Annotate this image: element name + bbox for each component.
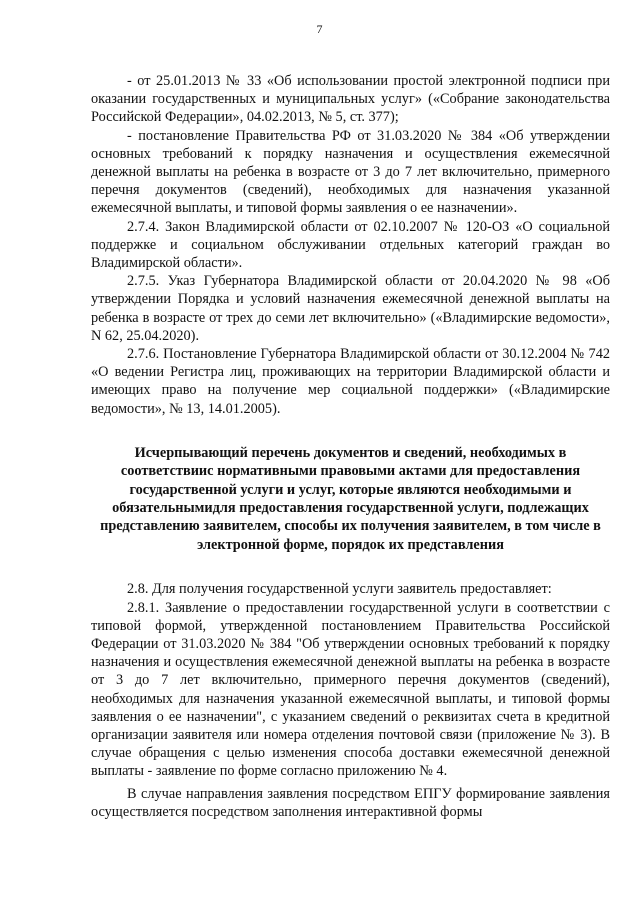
paragraph-law-33: - от 25.01.2013 № 33 «Об использовании простой электронной подписи при оказании государственных и муниципальных услуг» («Собрание законодательства Российской Федерации», 04.02.2013, № 5, ст. 377);	[91, 73, 610, 126]
paragraph-2-8-1: 2.8.1. Заявление о предоставлении государственной услуги в соответствии с типовой формой, утвержденной постановлением Правительства Российской Федерации от 31.03.2020 № 384 "Об утверждении основных требований к порядку назначения и осуществления ежемесячной денежной выплаты на ребенка в возрасте от 3 до 7 лет включительно, примерного перечня документов (сведений), необходимых для назначения указанной ежемесячной выплаты, и типовой формы заявления о ее назначении", с указанием сведений о реквизитах счета в кредитной организации заявителя или номера отделения почтовой связи (приложение № 3). В случае обращения с целью изменения способа доставки ежемесячной денежной выплаты - заявление по форме согласно приложению № 4.	[91, 599, 610, 780]
page-number: 7	[316, 22, 323, 36]
paragraph-2-7-6: 2.7.6. Постановление Губернатора Владимирской области от 30.12.2004 № 742 «О ведении Регистра лиц, проживающих на территории Владимирской области и имеющих право на получение мер социальной поддержки» («Владимирские ведомости», № 13, 14.01.2005).	[91, 346, 610, 417]
document-body	[91, 72, 610, 821]
paragraph-2-7-4: 2.7.4. Закон Владимирской области от 02.10.2007 № 120-ОЗ «О социальной поддержке и социальном обслуживании отдельных категорий граждан во Владимирской области».	[91, 218, 610, 272]
paragraph-2-7-5: 2.7.5. Указ Губернатора Владимирской области от 20.04.2020 № 98 «Об утверждении Порядка и условий назначения ежемесячной денежной выплаты на ребенка в возрасте от трех до семи лет включительно» («Владимирские ведомости», N 62, 25.04.2020).	[91, 273, 610, 344]
paragraph-resolution-384: - постановление Правительства РФ от 31.03.2020 № 384 «Об утверждении основных требований к порядку назначения и осуществления ежемесячной денежной выплаты на ребенка в возрасте от 3 до 7 лет включительно, примерного перечня документов (сведений), необходимых для назначения указанной ежемесячной выплаты, и типовой формы заявления о ее назначении».	[91, 127, 610, 217]
paragraph-2-8: 2.8. Для получения государственной услуги заявитель предоставляет:	[127, 581, 552, 598]
section-heading: Исчерпывающий перечень документов и сведений, необходимых в соответствиис нормативными правовыми актами для предоставления государственной услуги и услуг, которые являются необходимыми и обязательнымидля предоставления государственной услуги, подлежащих представлению заявителем, способы их получения заявителем, в том числе в электронной форме, порядок их представления	[100, 444, 601, 553]
paragraph-epgu: В случае направления заявления посредством ЕПГУ формирование заявления осуществляется посредством заполнения интерактивной формы	[91, 785, 610, 820]
